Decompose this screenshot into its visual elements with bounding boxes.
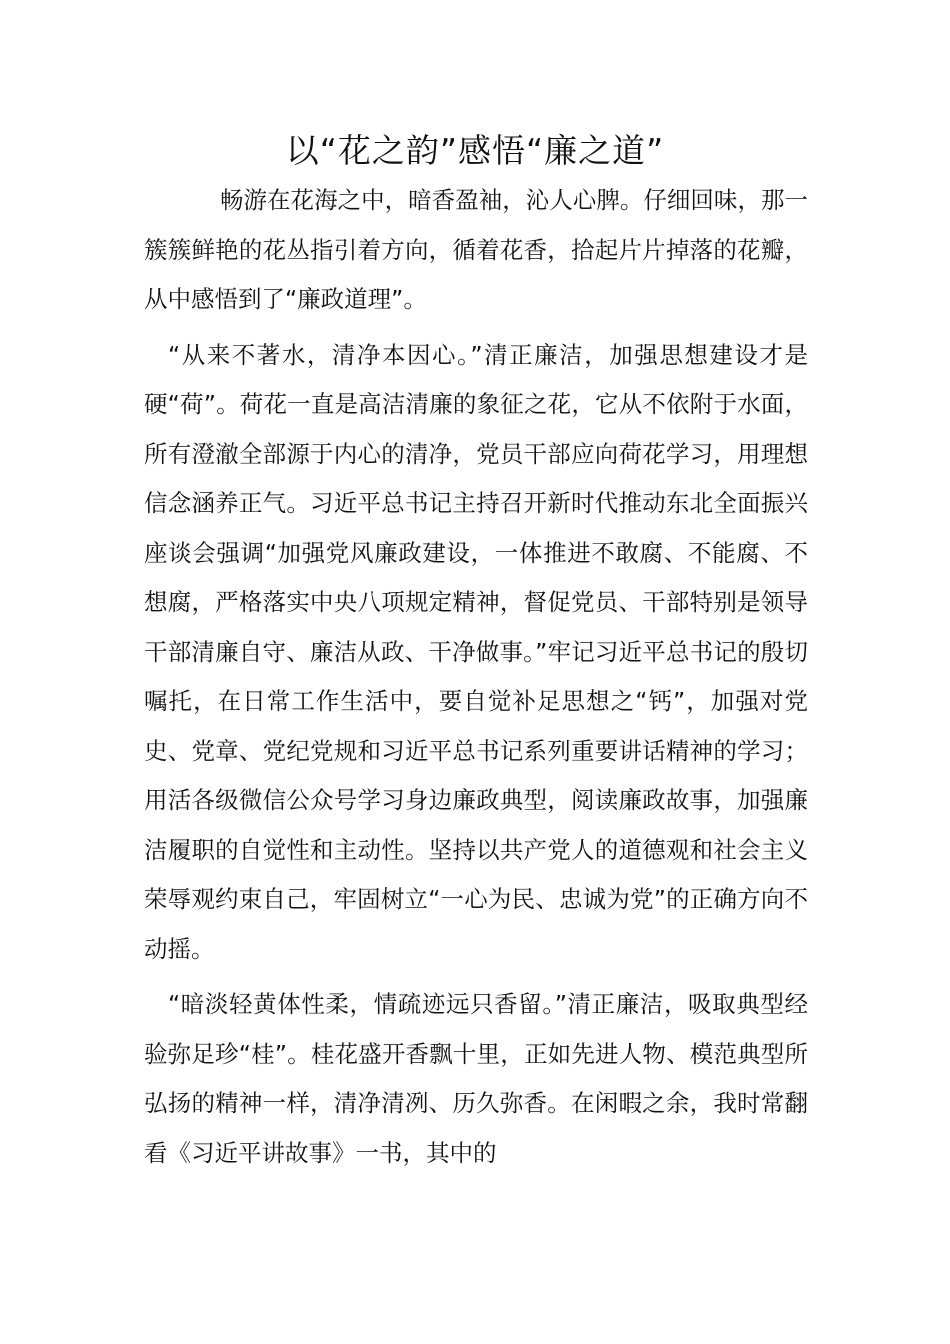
- paragraph-intro: 畅游在花海之中，暗香盈袖，沁人心脾。仔细回味，那一簇簇鲜艳的花丛指引着方向，循着花香，拾起片片掉落的花瓣，从中感悟到了“廉政道理”。: [144, 186, 808, 313]
- document-body: [144, 176, 808, 1184]
- paragraph-osmanthus: “暗淡轻黄体性柔，情疏迹远只香留。”清正廉洁，吸取典型经验弥足珍“桂”。桂花盛开香飘十里，正如先进人物、模范典型所弘扬的精神一样，清净清冽、历久弥香。在闲暇之余，我时常翻看《习近平讲故事》一书，其中的: [144, 990, 808, 1167]
- document-title: 以“花之韵”感悟“廉之道”: [285, 131, 665, 170]
- paragraph-lotus: “从来不著水，清净本因心。”清正廉洁，加强思想建设才是硬“荷”。荷花一直是高洁清廉的象征之花，它从不依附于水面，所有澄澈全部源于内心的清净，党员干部应向荷花学习，用理想信念涵养正气。习近平总书记主持召开新时代推动东北全面振兴座谈会强调“加强党风廉政建设，一体推进不敢腐、不能腐、不想腐，严格落实中央八项规定精神，督促党员、干部特别是领导干部清廉自守、廉洁从政、干净做事。”牢记习近平总书记的殷切嘱托，在日常工作生活中，要自觉补足思想之“钙”，加强对党史、党章、党纪党规和习近平总书记系列重要讲话精神的学习；用活各级微信公众号学习身边廉政典型，阅读廉政故事，加强廉洁履职的自觉性和主动性。坚持以共产党人的道德观和社会主义荣辱观约束自己，牢固树立“一心为民、忠诚为党”的正确方向不动摇。: [144, 340, 808, 963]
